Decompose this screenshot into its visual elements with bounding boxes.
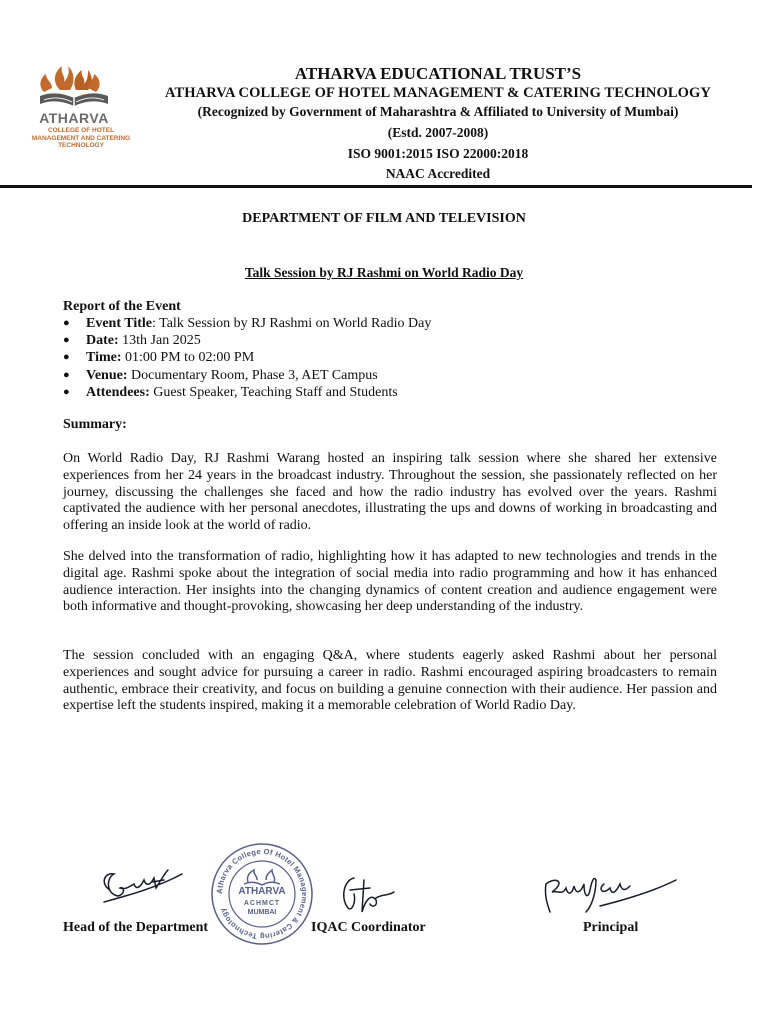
detail-label: Venue: — [86, 367, 128, 383]
detail-separator: : — [152, 316, 160, 331]
detail-label: Time: — [86, 350, 122, 366]
college-logo — [26, 60, 136, 156]
detail-venue — [63, 367, 431, 384]
detail-label: Attendees: — [86, 384, 150, 400]
detail-value: Talk Session by RJ Rashmi on World Radio Day — [159, 316, 432, 331]
seal-code: ACHMCT — [243, 900, 281, 907]
department-title: DEPARTMENT OF FILM AND TELEVISION — [242, 211, 526, 226]
iso-line: ISO 9001:2015 ISO 22000:2018 — [347, 146, 529, 161]
detail-label: Event Title — [86, 316, 152, 331]
trust-name: ATHARVA EDUCATIONAL TRUST’S — [294, 64, 582, 83]
event-details-list — [63, 315, 431, 401]
college-seal-stamp — [210, 842, 314, 946]
detail-event-title — [63, 315, 431, 332]
seal-city: MUMBAI — [247, 909, 277, 916]
summary-paragraph: She delved into the transformation of radio, highlighting how it has adapted to new technologies and trends in the digital age. Rashmi spoke about the integration of social media into radio programming and how it has enhanced audience interaction. Her insights into the changing dynamics of content creation and audience engagement were both informative and thought-provoking, showcasing her deep understanding of the industry. — [63, 549, 717, 615]
established-line: (Estd. 2007-2008) — [387, 125, 489, 140]
detail-label: Date: — [86, 333, 119, 349]
recognition-line: (Recognized by Government of Maharashtra & Affiliated to University of Mumbai) — [197, 104, 679, 119]
summary-heading: Summary: — [63, 417, 127, 432]
detail-value: 01:00 PM to 02:00 PM — [125, 350, 255, 366]
principal-signature-label: Principal — [583, 920, 639, 935]
event-title-heading: Talk Session by RJ Rashmi on World Radio Day — [244, 265, 524, 280]
detail-time — [63, 349, 431, 366]
seal-name: ATHARVA — [238, 886, 286, 897]
college-name: ATHARVA COLLEGE OF HOTEL MANAGEMENT & CATERING TECHNOLOGY — [165, 85, 711, 101]
logo-subtitle: COLLEGE OF HOTEL MANAGEMENT AND CATERING TECHNOLOGY — [31, 127, 131, 149]
report-heading: Report of the Event — [63, 299, 181, 314]
seal-ring-text: Atharva College Of Hotel Management & Catering Technology — [214, 846, 310, 942]
detail-value: Documentary Room, Phase 3, AET Campus — [131, 367, 378, 383]
principal-signature-icon — [540, 866, 680, 918]
iqac-signature-label: IQAC Coordinator — [311, 920, 426, 935]
summary-paragraph: The session concluded with an engaging Q&A, where students eagerly asked Rashmi about her personal experiences and sought advice for pursuing a career in radio. Rashmi encouraged aspiring broadcasters to remain authentic, embrace their creativity, and focus on building a genuine connection with their audience. Her passion and expertise left the students inspired, making it a memorable celebration of World Radio Day. — [63, 648, 717, 714]
logo-name: ATHARVA — [39, 110, 109, 126]
detail-value: 13th Jan 2025 — [122, 333, 201, 349]
detail-date — [63, 332, 431, 349]
detail-value: Guest Speaker, Teaching Staff and Students — [153, 384, 398, 400]
hod-signature-label: Head of the Department — [63, 920, 209, 935]
summary-paragraph: On World Radio Day, RJ Rashmi Warang hosted an inspiring talk session where she shared her extensive experiences from her 24 years in the broadcast industry. Throughout the session, she passionately reflected on her journey, discussing the challenges she faced and how the radio industry has evolved over the years. Rashmi captivated the audience with her personal anecdotes, illustrating the ups and downs of working in broadcasting and offering an inside look at the world of radio. — [63, 451, 717, 534]
header-divider — [0, 185, 752, 188]
detail-attendees — [63, 384, 431, 401]
hod-signature-icon — [96, 860, 186, 912]
naac-line: NAAC Accredited — [385, 166, 491, 181]
iqac-signature-icon — [332, 868, 402, 920]
logo-emblem-icon — [30, 60, 120, 110]
